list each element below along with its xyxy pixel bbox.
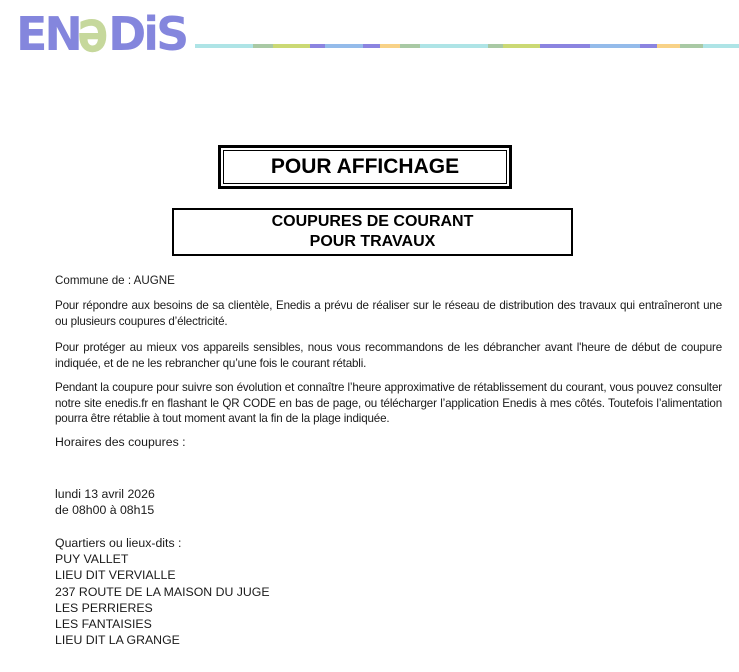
district-item: LES FANTAISIES (55, 617, 152, 632)
schedule-date: lundi 13 avril 2026 (55, 487, 155, 501)
decorative-stripe (195, 44, 739, 48)
stripe-segment (503, 44, 540, 48)
stripe-segment (420, 44, 488, 48)
schedule-time: de 08h00 à 08h15 (55, 503, 155, 517)
stripe-segment (195, 44, 253, 48)
district-item: PUY VALLET (55, 552, 129, 567)
stripe-segment (380, 44, 400, 48)
stripe-segment (273, 44, 310, 48)
paragraph-appliances: Pour protéger au mieux vos appareils sensibles, nous vous recommandons de les débrancher avant l'heure de début de coupure indiquée, et de ne les rebrancher qu’une fois le courant rétabli. (55, 341, 722, 370)
enedis-logo (16, 6, 187, 74)
stripe-segment (310, 44, 325, 48)
logo-text-en: EN (16, 7, 80, 61)
paragraph-works: Pour répondre aux besoins de sa clientèle, Enedis a prévu de réaliser sur le réseau de distribution des travaux qui entraîneront une ou plusieurs coupures d’électricité. (55, 299, 722, 328)
display-banner-inner-box (223, 150, 507, 184)
stripe-segment (680, 44, 703, 48)
stripe-segment (540, 44, 590, 48)
stripe-segment (590, 44, 640, 48)
district-item: LES PERRIERES (55, 600, 153, 615)
stripe-segment (657, 44, 680, 48)
district-item: LIEU DIT LA GRANGE (55, 633, 180, 648)
logo-text-dis: DiS (108, 7, 187, 61)
stripe-segment (488, 44, 503, 48)
commune-line: Commune de : AUGNE (55, 274, 175, 287)
stripe-segment (400, 44, 420, 48)
district-item: LIEU DIT VERVIALLE (55, 568, 176, 583)
districts-block (55, 535, 722, 648)
notice-title-line2: POUR TRAVAUX (309, 233, 436, 250)
stripe-segment (640, 44, 657, 48)
stripe-segment (325, 44, 363, 48)
stripe-segment (703, 44, 739, 48)
notice-banner-box (172, 208, 573, 256)
stripe-segment (253, 44, 273, 48)
display-banner-title: POUR AFFICHAGE (270, 155, 460, 178)
stripe-segment (363, 44, 380, 48)
paragraph-tracking: Pendant la coupure pour suivre son évolution et connaître l’heure approximative de rétablissement du courant, vous pouvez consulter notre site enedis.fr en flashant le QR CODE en bas de page, ou télécharger l’application Enedis à mes côtés. Toutefois l’alimentation pourra être rétablie à tout moment avant la fin de la plage indiquée. (55, 381, 722, 425)
display-banner-box (218, 145, 512, 189)
notice-title-line1: COUPURES DE COURANT (271, 213, 474, 230)
district-item: 237 ROUTE DE LA MAISON DU JUGE (55, 584, 270, 599)
logo-letter-e: e (79, 6, 109, 74)
schedule-block (55, 486, 722, 518)
districts-heading: Quartiers ou lieux-dits : (55, 536, 182, 550)
schedule-heading: Horaires des coupures : (55, 435, 186, 449)
